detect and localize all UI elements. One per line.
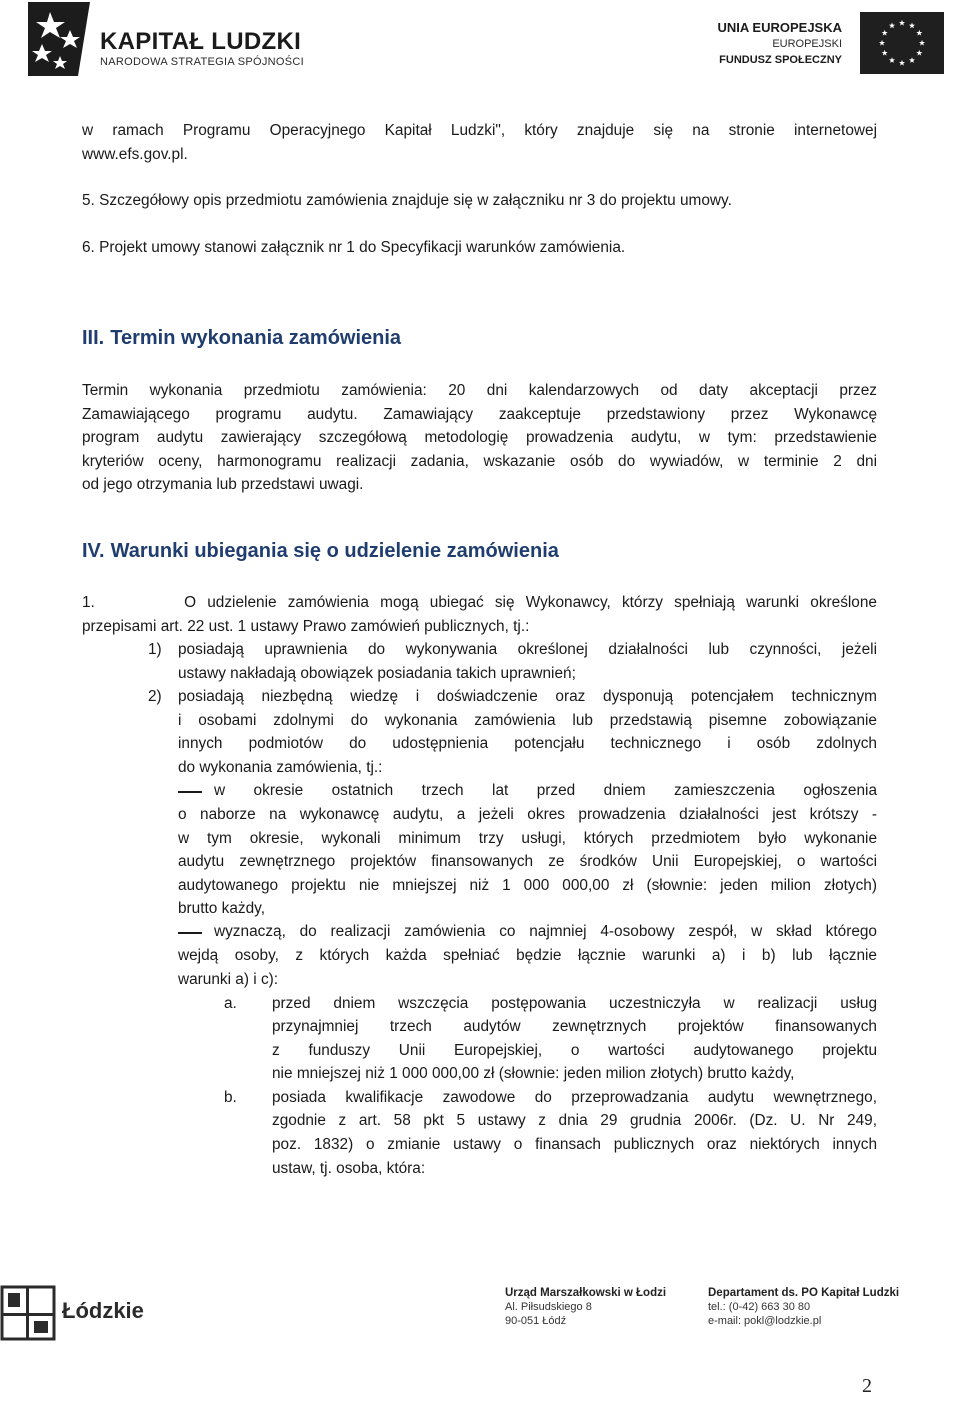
page-number: 2 [862,1375,872,1397]
section-4-item-1-line: 1. O udzielenie zamówienia mogą ubiegać się Wykonawcy, którzy spełniają warunki określone [82,594,877,611]
item-a-line: przynajmniej trzech audytów zewnętrznych projektów finansowanych [272,1018,877,1035]
sub-item-2-line: posiadają niezbędną wiedzę i doświadczenie oraz dysponują potencjałem technicznym [178,688,877,705]
eu-line1: UNIA EUROPEJSKA [717,20,842,35]
section-3-line: od jego otrzymania lub przedstawi uwagi. [82,476,364,493]
section-3-number: III. [82,327,105,349]
eu-line3: FUNDUSZ SPOŁECZNY [719,54,842,66]
dash-2-line: wyznaczą, do realizacji zamówienia co najmniej 4-osobowy zespół, w skład którego [214,923,877,940]
dash-1-line: o naborze na wykonawcę audytu, a jeżeli okres prowadzenia działalności jest krótszy - [178,806,877,823]
intro-line-2: www.efs.gov.pl. [82,146,188,163]
dash-1-line: audytowanego projektu nie mniejszej niż 1 000 000,00 zł (słownie: jeden milion złotych) [178,877,877,894]
dash-1-line: w okresie ostatnich trzech lat przed dniem zamieszczenia ogłoszenia [214,782,877,799]
item-b-line: posiada kwalifikacje zawodowe do przeprowadzania audytu wewnętrznego, [272,1089,877,1106]
section-3-line: kryteriów oceny, harmonogramu realizacji zadania, wskazanie osób do wywiadów, w terminie 2 dni [82,453,877,470]
item-b-line: poz. 1832) o zmianie ustawy o finansach publicznych oraz niektórych innych [272,1136,877,1153]
item-a-line: nie mniejszej niż 1 000 000,00 zł (słownie: jeden milion złotych) brutto każdy, [272,1065,795,1082]
item-b-marker: b. [224,1089,237,1106]
sub-item-2-line: do wykonania zamówienia, tj.: [178,759,383,776]
item-a-line: z funduszy Unii Europejskiej, o wartości audytowanego projektu [272,1042,877,1059]
footer-office-street: Al. Piłsudskiego 8 [505,1301,592,1313]
dash-2-line: warunki a) i c): [178,971,279,988]
section-3-line: Zamawiającego programu audytu. Zamawiający zaakceptuje przedstawiony przez Wykonawcę [82,406,877,423]
item-a-line: przed dniem wszczęcia postępowania uczestniczyła w realizacji usług [272,995,877,1012]
item-b-line: zgodnie z art. 58 pkt 5 ustawy z dnia 29 grudnia 2006r. (Dz. U. Nr 249, [272,1112,877,1129]
intro-item-5: 5. Szczegółowy opis przedmiotu zamówienia znajduje się w załączniku nr 3 do projektu umowy. [82,192,732,209]
footer-department-email: e-mail: pokl@lodzkie.pl [708,1315,822,1327]
dash-1-line: brutto każdy, [178,900,265,917]
lodzkie-brand: Łódzkie [62,1298,144,1323]
dash-2-line: wejdą osoby, z których każda spełniać będzie łącznie warunki a) i b) lub łącznie [178,947,877,964]
section-3-line: program audytu zawierający szczegółową metodologię prowadzenia audytu, w tym: przedstawienie [82,429,877,446]
eu-logo-text [718,20,842,68]
eu-flag-icon [860,12,944,74]
footer-department-phone: tel.: (0-42) 663 30 80 [708,1301,811,1313]
dash-bullet-1-icon [178,791,202,793]
item-b-line: ustaw, tj. osoba, która: [272,1160,426,1177]
sub-item-2-line: innych podmiotów do udostępnienia potencjału technicznego i osób zdolnych [178,735,877,752]
section-4-title: Warunki ubiegania się o udzielenie zamówienia [110,540,559,562]
kapital-ludzki-emblem-icon [28,2,90,76]
intro-item-6: 6. Projekt umowy stanowi załącznik nr 1 do Specyfikacji warunków zamówienia. [82,239,626,256]
dash-1-line: w tym okresie, wykonali minimum trzy usługi, których przedmiotem było wykonanie [178,830,877,847]
footer-office-city: 90-051 Łódź [505,1315,567,1327]
dash-bullet-2-icon [178,932,202,934]
item-a-marker: a. [224,995,237,1012]
dash-1-line: audytu zewnętrznego projektów finansowanych ze środków Unii Europejskiej, o wartości [178,853,877,870]
sub-item-2-line: i osobami zdolnymi do wykonania zamówienia lub przedstawią pisemne zobowiązanie [178,712,877,729]
section-3-title: Termin wykonania zamówienia [110,327,402,349]
lodzkie-emblem-icon [0,1285,56,1341]
section-3-heading [82,327,401,350]
section-3-line: Termin wykonania przedmiotu zamówienia: 20 dni kalendarzowych od daty akceptacji przez [82,382,877,399]
kapital-ludzki-subtitle: NARODOWA STRATEGIA SPÓJNOŚCI [100,56,304,68]
footer-department-name: Departament ds. PO Kapitał Ludzki [708,1287,900,1299]
sub-item-1-marker: 1) [148,641,162,658]
section-4-item-1-line: przepisami art. 22 ust. 1 ustawy Prawo zamówień publicznych, tj.: [82,618,530,635]
section-4-heading [82,540,559,563]
sub-item-2-marker: 2) [148,688,162,705]
footer-office [505,1286,666,1328]
section-4-number: IV. [82,540,105,562]
sub-item-1-line: posiadają uprawnienia do wykonywania określonej działalności lub czynności, jeżeli [178,641,877,658]
sub-item-1-line: ustawy nakładają obowiązek posiadania takich uprawnień; [178,665,576,682]
footer-department [708,1286,899,1328]
kapital-ludzki-title: KAPITAŁ LUDZKI [100,28,302,55]
intro-line-1: w ramach Programu Operacyjnego Kapitał Ludzki", który znajduje się na stronie internetowej [82,122,877,139]
footer-office-name: Urząd Marszałkowski w Łodzi [505,1287,667,1299]
eu-line2: EUROPEJSKI [772,38,842,50]
